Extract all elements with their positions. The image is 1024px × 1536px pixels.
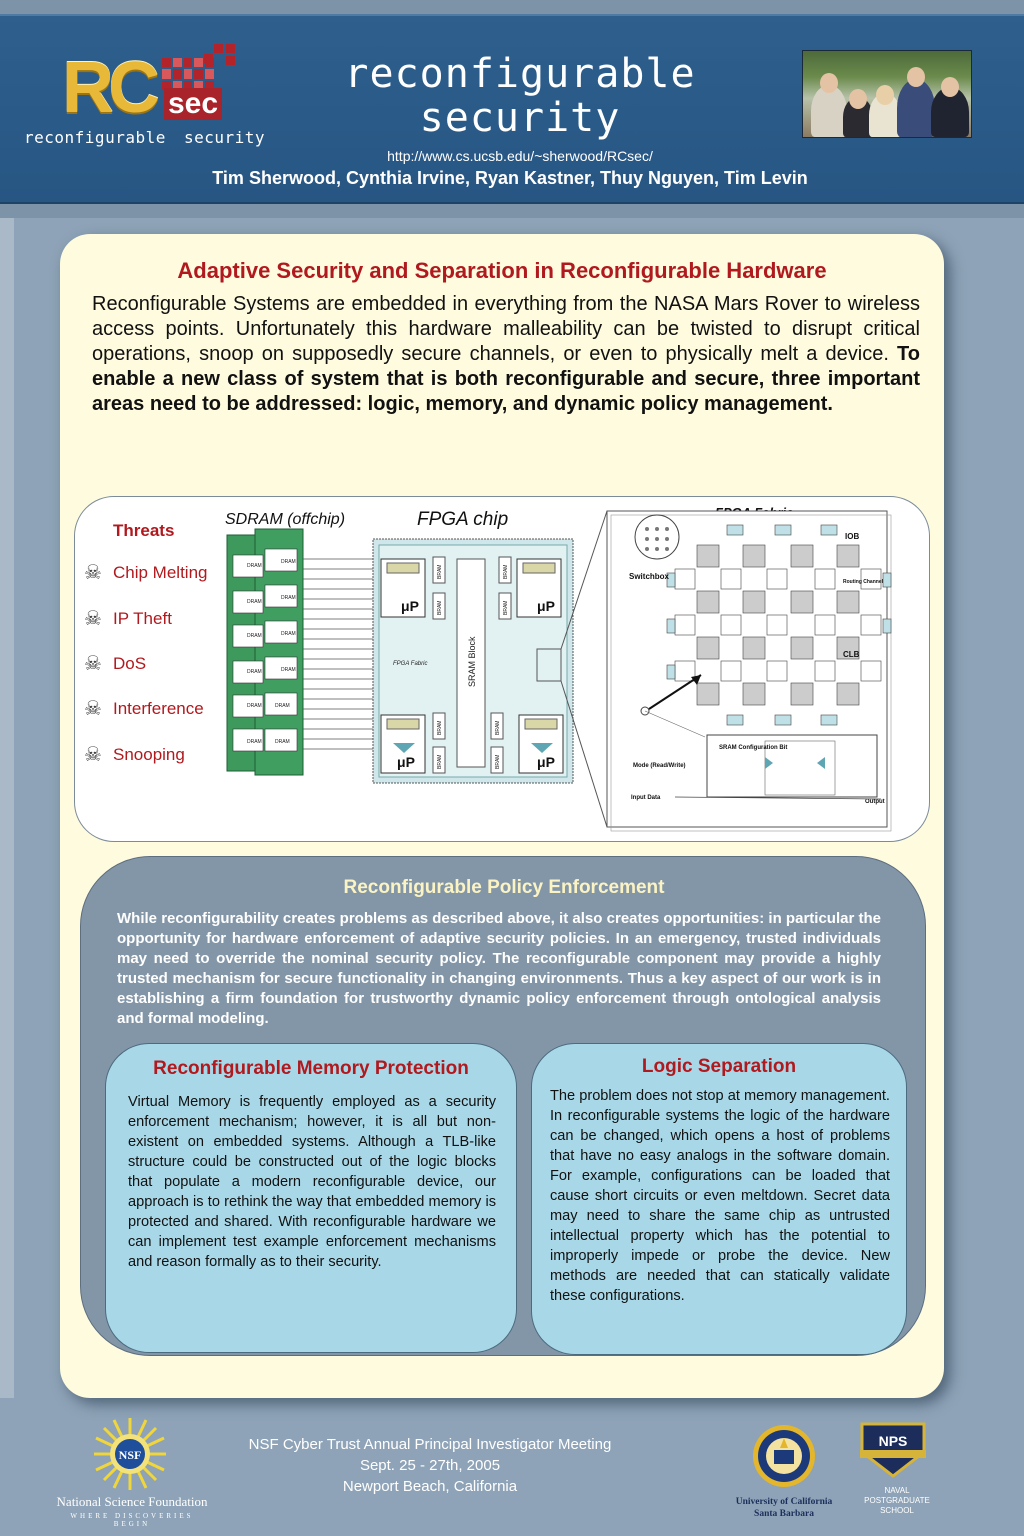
svg-text:DRAM: DRAM	[247, 633, 262, 639]
main-panel	[60, 234, 944, 1398]
logic-separation-title: Logic Separation	[641, 1056, 797, 1077]
memory-protection-text: Virtual Memory is frequently employed as a security enforcement mechanism; however, it is all but non-existent on embedded systems. Although a TLB-like structure could be constructed out of the logic blocks that populate a modern reconfigurable device, our approach is to rethink the way that embedded memory is protected and shared. With reconfigurable hardware we can implement test example enforcement mechanisms and reason formally as to their security.	[128, 1094, 496, 1270]
svg-text:Routing Channel: Routing Channel	[843, 579, 883, 585]
person-head	[907, 67, 925, 87]
logic-separation-box	[531, 1043, 907, 1355]
logo-sec-text: sec	[164, 88, 222, 120]
person-head	[941, 77, 959, 97]
svg-text:BRAM: BRAM	[437, 754, 443, 769]
logo-square	[214, 44, 223, 53]
person	[897, 79, 935, 137]
svg-text:BRAM: BRAM	[503, 564, 509, 579]
fpga-chip	[373, 511, 607, 827]
logo-rc-text: RC	[62, 48, 154, 128]
svg-text:Output: Output	[865, 799, 885, 805]
svg-text:μP: μP	[397, 754, 415, 770]
poster-title-line1: reconfigurable	[344, 51, 696, 97]
skull-icon: ☠	[84, 653, 102, 675]
ucsb-name-line1: University of California	[735, 1497, 833, 1507]
skull-icon: ☠	[84, 562, 102, 584]
ucsb-seal	[752, 1424, 816, 1488]
nps-name-line2: POSTGRADUATE	[864, 1496, 930, 1505]
threat-label: DoS	[113, 654, 147, 673]
meeting-info	[230, 1434, 630, 1497]
logo-square	[226, 44, 235, 53]
svg-text:BRAM: BRAM	[437, 600, 443, 615]
sdram-modules	[227, 529, 303, 775]
project-url[interactable]: http://www.cs.ucsb.edu/~sherwood/RCsec/	[387, 148, 653, 164]
nsf-name: National Science Foundation	[56, 1494, 208, 1509]
header	[0, 0, 1024, 218]
svg-text:μP: μP	[537, 598, 555, 614]
threat-label: Interference	[113, 699, 204, 718]
threat-label: Snooping	[113, 745, 185, 764]
svg-text:SRAM Configuration Bit: SRAM Configuration Bit	[719, 745, 788, 751]
svg-text:BRAM: BRAM	[495, 754, 501, 769]
logic-separation-text: The problem does not stop at memory management. In reconfigurable systems the logic of the hardware can be changed, which opens a host of problems that have no easy analogs in the software domain. For example, configurations can be loaded that cause short circuits or even meltdown. Secret data may need to share the same chip as untrusted intellectual property which has the potential to improperly impede or probe the device. New methods are needed that can statically validate these configurations.	[550, 1088, 890, 1304]
svg-text:μP: μP	[401, 598, 419, 614]
meeting-name: NSF Cyber Trust Annual Principal Investigator Meeting	[248, 1436, 612, 1453]
fpga-chip-label: FPGA chip	[417, 509, 509, 530]
svg-text:BRAM: BRAM	[437, 564, 443, 579]
policy-enforcement-section	[80, 856, 926, 1356]
svg-text:DRAM: DRAM	[247, 563, 262, 569]
logo-grid	[162, 58, 214, 90]
intro-bold-text: To enable a new class of system that is both reconfigurable and secure, three important areas need to be addressed: logic, memory, and dynamic policy management.	[92, 343, 920, 415]
meeting-location: Newport Beach, California	[342, 1478, 518, 1495]
logo-tagline: reconfigurable security	[24, 128, 266, 147]
poster-title	[300, 52, 740, 140]
svg-text:DRAM: DRAM	[281, 559, 296, 565]
fpga-diagram	[74, 496, 930, 842]
memory-protection-title: Reconfigurable Memory Protection	[153, 1058, 469, 1079]
intro-text: Reconfigurable Systems are embedded in everything from the NASA Mars Rover to wireless access points. Unfortunately this hardware malleability can be twisted to disrupt critical operations, snoop on supposedly secure channels, or even to physically melt a device.	[92, 293, 920, 365]
person-head	[849, 89, 867, 109]
nsf-logo	[92, 1416, 168, 1492]
svg-text:Input Data: Input Data	[631, 795, 661, 801]
threats-title: Threats	[113, 521, 175, 540]
svg-text:DRAM: DRAM	[275, 703, 290, 709]
nps-name-line3: SCHOOL	[880, 1506, 914, 1515]
nps-name	[852, 1486, 942, 1516]
memory-protection-box	[105, 1043, 517, 1353]
svg-text:DRAM: DRAM	[275, 739, 290, 745]
ucsb-name-line2: Santa Barbara	[754, 1509, 814, 1519]
svg-text:DRAM: DRAM	[247, 599, 262, 605]
fpga-diagram-graphic	[75, 497, 930, 842]
svg-text:DRAM: DRAM	[247, 669, 262, 675]
authors: Tim Sherwood, Cynthia Irvine, Ryan Kastner, Thuy Nguyen, Tim Levin	[212, 168, 808, 188]
threat-label: Chip Melting	[113, 563, 208, 582]
sdram-label: SDRAM (offchip)	[225, 511, 346, 528]
poster-title-line2: security	[419, 95, 621, 141]
intro-paragraph	[92, 292, 920, 417]
skull-icon: ☠	[84, 744, 102, 766]
svg-text:DRAM: DRAM	[281, 667, 296, 673]
svg-text:Switchbox: Switchbox	[629, 572, 670, 581]
svg-text:NSF: NSF	[118, 1448, 142, 1462]
svg-text:BRAM: BRAM	[437, 720, 443, 735]
skull-icon: ☠	[84, 698, 102, 720]
svg-text:DRAM: DRAM	[281, 595, 296, 601]
svg-text:NPS: NPS	[878, 1433, 908, 1449]
svg-text:DRAM: DRAM	[247, 739, 262, 745]
svg-text:Mode (Read/Write): Mode (Read/Write)	[633, 763, 686, 769]
person-head	[876, 85, 894, 105]
side-stripe	[0, 218, 14, 1398]
svg-text:SRAM Block: SRAM Block	[467, 636, 477, 687]
svg-text:FPGA Fabric: FPGA Fabric	[393, 661, 428, 667]
team-photo	[802, 50, 972, 138]
intro-title: Adaptive Security and Separation in Reconfigurable Hardware	[177, 258, 827, 283]
nps-name-line1: NAVAL	[884, 1486, 910, 1495]
logo-square	[226, 56, 235, 65]
policy-text: While reconfigurability creates problems as described above, it also creates opportunities: in particular the opportunity for hardware enforcement of adaptive security policies. In an emergency, trusted individuals may need to override the nominal security policy. The reconfigurable component may provide a highly trusted mechanism for secure functionality in changing environments. Thus a key aspect of our work is in establishing a firm foundation for trustworthy dynamic policy enforcement through ontological analysis and formal modeling.	[117, 910, 881, 1027]
policy-title: Reconfigurable Policy Enforcement	[343, 877, 665, 898]
svg-text:DRAM: DRAM	[281, 631, 296, 637]
nps-logo	[858, 1420, 928, 1478]
svg-text:BRAM: BRAM	[495, 720, 501, 735]
skull-icon: ☠	[84, 608, 102, 630]
threat-label: IP Theft	[113, 609, 172, 628]
svg-text:DRAM: DRAM	[247, 703, 262, 709]
meeting-dates: Sept. 25 - 27th, 2005	[359, 1457, 501, 1474]
nsf-tagline: WHERE DISCOVERIES BEGIN	[70, 1512, 194, 1528]
ucsb-name	[712, 1496, 856, 1520]
person-head	[820, 73, 838, 93]
svg-text:IOB: IOB	[845, 532, 860, 541]
svg-text:CLB: CLB	[843, 650, 860, 659]
fpga-fabric-detail	[607, 511, 891, 831]
svg-text:BRAM: BRAM	[503, 600, 509, 615]
svg-text:μP: μP	[537, 754, 555, 770]
